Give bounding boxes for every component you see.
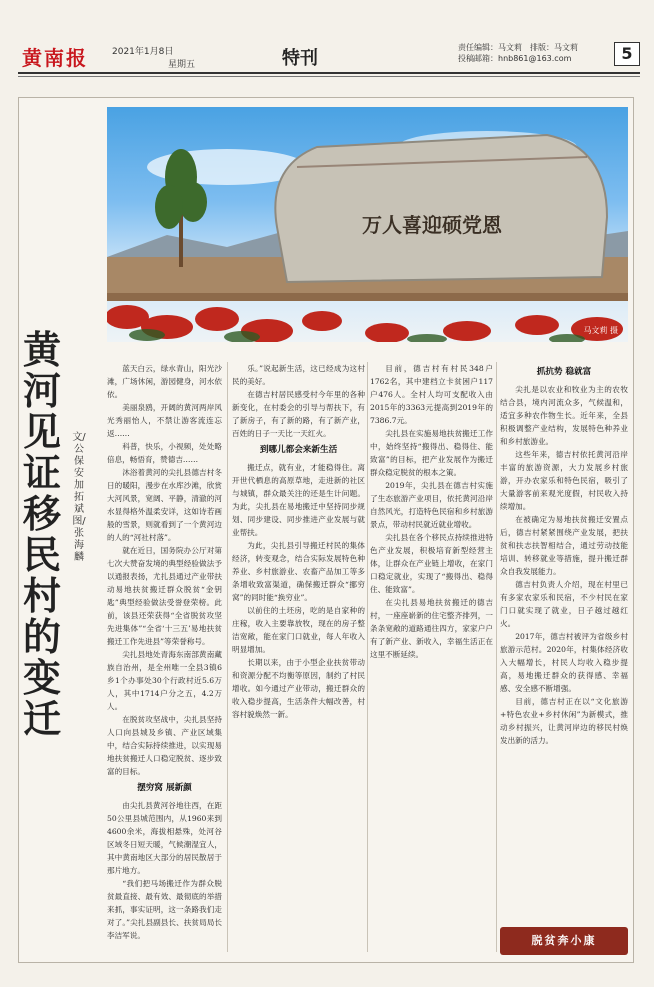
article-column-4 [500, 362, 628, 747]
newspaper-logo: 黄南报 [22, 46, 88, 70]
section-title: 特刊 [282, 48, 318, 69]
article-photo [107, 107, 628, 342]
paragraph: 德吉村负责人介绍，现在村里已有多家农家乐和民宿，不少村民在家门口就实现了就业，日子越过越红火。 [500, 580, 628, 628]
paragraph: 在德吉村居民感受村今年里的各种新变化，在村委会的引导与帮扶下，有了新房子，有了新的路，有了新产业，百姓的日子一天比一天红火。 [232, 390, 365, 438]
email-line: 投稿邮箱：hnb861@163.com [458, 54, 572, 63]
paragraph: “我们把马场搬迁作为群众脱贫最直接、最有效、最彻底的举措来抓，事实证明，这一条路我们走对了。”尖扎县副县长、扶贫局局长李洁军说。 [107, 879, 222, 940]
subheading: 到哪儿都会来新生活 [259, 445, 338, 455]
paragraph: 在尖扎县易地扶贫搬迁的德吉村，一座座崭新的住宅整齐排列，一条条宽敞的道路通往四方，家家户户有了新产业、新收入，幸福生活正在这里不断延续。 [370, 598, 493, 659]
paragraph: 在脱贫攻坚战中，尖扎县坚持人口向县城及乡镇、产业区域集中，结合实际持续推进，以实现易地扶贫搬迁人口稳定脱贫、逐步致富的目标。 [107, 715, 222, 776]
article-headline: 黄河见证移民村的变迁 [22, 328, 61, 741]
paragraph: 尖扎县在实施易地扶贫搬迁工作中，始终坚持“搬得出、稳得住、能致富”的目标，把产业发展作为搬迁群众稳定脱贫的根本之策。 [370, 429, 493, 477]
column-divider [496, 362, 497, 952]
column-divider [227, 362, 228, 952]
paragraph: 2019年，尖扎县在德吉村实施了生态旅游产业项目，依托黄河沿岸自然风光，打造特色民宿和乡村旅游景点，带动村民就近就业增收。 [370, 481, 493, 529]
subheading: 抓抗势 稳就富 [536, 367, 592, 377]
masthead [0, 0, 654, 72]
article-column-3 [370, 362, 493, 661]
paragraph: 尖扎是以农业和牧业为主的农牧结合县，境内河流众多，气候温和，适宜多种农作物生长。近年来，全县积极调整产业结构，发展特色种养业和乡村旅游业。 [500, 385, 628, 446]
paragraph: 目前，德吉村正在以“文化旅游+特色农业+乡村休闲”为新模式，推动乡村振兴，让黄河岸边的移民村焕发出新的活力。 [500, 697, 628, 745]
issue-date: 2021年1月8日 [112, 47, 174, 57]
paragraph: 搬迁点，就有业，才能稳得住。离开世代栖息的高原草地，走进新的社区与城镇，群众最关注的还是生计问题。为此，尖扎县在易地搬迁中坚持同步规划、同步建设、同步推进产业发展与就业帮扶。 [232, 463, 365, 537]
paragraph: 尖扎县在各个移民点持续推进特色产业发展，积极培育新型经营主体，让群众在产业链上增收，在家门口稳定就业，实现了“搬得出、稳得住、能致富”。 [370, 533, 493, 594]
article-column-2 [232, 362, 365, 721]
paragraph: 蓝天白云，绿水青山，阳光沙滩，广场休闲，游园健身，河水依依。 [107, 364, 222, 399]
paragraph: 目前，德吉村有村民348户1762名，其中建档立卡贫困户117户476人。全村人均可支配收入由2015年的3363元提高到2019年的7386.7元。 [370, 364, 493, 425]
paragraph: 由尖扎县黄河谷地往西，在距50公里县城范围内，从1960来到4600余米，海拔相悬殊，处河谷区域冬日短天暖，气候潮湿宜人，其中黄南地区大部分的居民散居于那片地方。 [107, 801, 222, 875]
paragraph: 科普，快乐，小视频，处处略倍息，畅悟育，赞德吉…… [107, 442, 222, 464]
photo-illustration [107, 107, 628, 342]
editor-line: 责任编辑：马文莉 排版：马文莉 [458, 43, 578, 52]
paragraph: 长期以来，由于小型企业扶贫带动和资源分配不均衡等原因，制约了村民增收。如今通过产业带动，搬迁群众的收入稳步提高，生活条件大幅改善，村容村貌焕然一新。 [232, 658, 365, 719]
article-column-1 [107, 362, 222, 942]
header-rule-thin [18, 76, 640, 77]
paragraph: 乐。”说起新生活，这已经成为这村民的美好。 [232, 364, 365, 386]
paragraph: 就在近日，国务院办公厅对第七次大赞奋发境的典型经验做法予以通报表扬，尤扎县通过产业带扶动易地扶贫搬迁群众脱贫“金钥匙”典型经验做法受誉登荣榜。此前，该县还荣获得“全省脱贫攻坚先进集体”“全省‘十三五’易地扶贫搬迁工作先进县”等荣誉称号。 [107, 546, 222, 646]
paragraph: 美丽泉鸥，开阔的黄河两岸风光秀丽怡人，不禁让游客流连忘返…… [107, 403, 222, 438]
stone-inscription: 万人喜迎硕党恩 [362, 213, 502, 237]
paragraph: 在被确定为易地扶贫搬迁安置点后，德吉村紧紧围绕产业发展，把扶贫和扶志扶智相结合，通过劳动技能培训、转移就业等措施，提升搬迁群众自我发展能力。 [500, 515, 628, 576]
editor-info [458, 42, 578, 64]
paragraph: 以前住的土坯房，吃的是自家种的庄稼，收入主要靠放牧，现在的房子整洁宽敞，能在家门口就业，每人年收入明显增加。 [232, 606, 365, 654]
page-number: 5 [614, 42, 640, 66]
article-byline: 文/公保安加 拓斌 图/张海麟 [72, 432, 86, 563]
campaign-banner: 脱贫奔小康 [500, 927, 628, 955]
photo-credit: 马文莉 摄 [583, 326, 618, 335]
paragraph: 这些年来，德吉村依托黄河沿岸丰富的旅游资源，大力发展乡村旅游，开办农家乐和特色民宿，吸引了大量游客前来观光度假，村民收入持续增加。 [500, 450, 628, 511]
issue-weekday: 星期五 [168, 60, 196, 70]
paragraph: 尖扎县地处青海东南部黄南藏族自治州，是全州唯一全县3镇6乡1个办事处30个行政村近5.6万人，其中1714户分之五，4.2万人。 [107, 650, 222, 711]
paragraph: 为此，尖扎县引导搬迁村民的集体经济，转变观念，结合实际发展特色种养业、乡村旅游业、农畜产品加工等多条增收致富渠道，确保搬迁群众“挪穷窝”的同时能“换穷业”。 [232, 541, 365, 602]
paragraph: 沐浴着黄河的尖扎县德吉村冬日的暖阳，漫步在水库沙滩，欣赏大河风景，宽阔、平静，清澈的河水显得格外温柔安详，这如诗若画般的雪景，则就看到了一个黄河边的人的“河社村落”。 [107, 468, 222, 542]
header-rule [18, 72, 640, 74]
subheading: 摆穷窝 展新颜 [137, 783, 192, 793]
column-divider [367, 362, 368, 952]
paragraph: 2017年，德吉村被评为省级乡村旅游示范村。2020年，村集体经济收入大幅增长，村民人均收入稳步提高，易地搬迁群众的获得感、幸福感、安全感不断增强。 [500, 632, 628, 693]
